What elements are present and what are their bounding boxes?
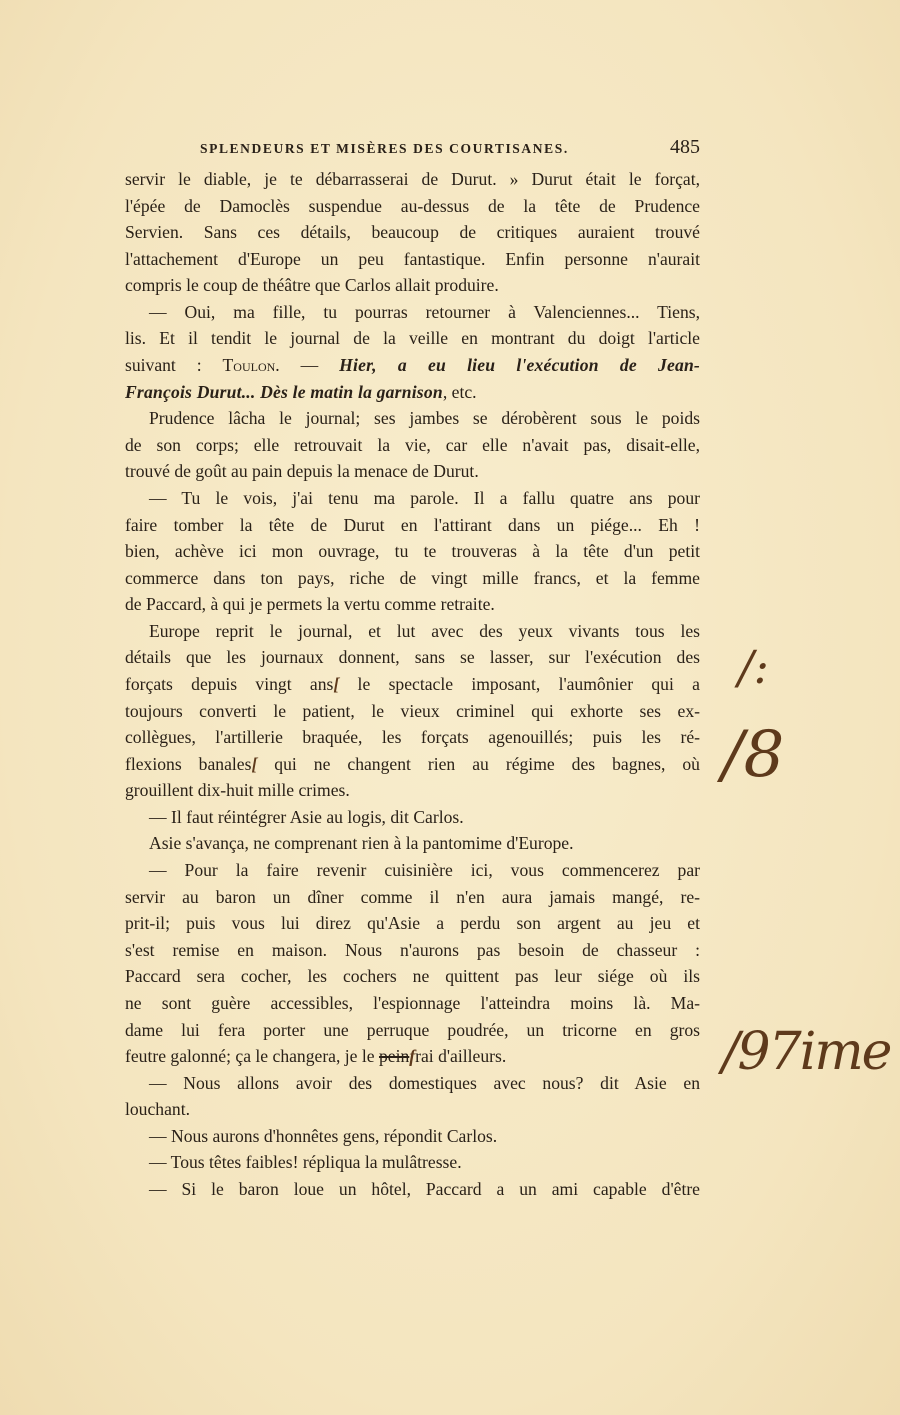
text-line — [125, 884, 700, 911]
text-run: Asie s'avança, ne comprenant rien à la pantomime d'Europe. — [149, 833, 574, 854]
text-run: trouvé de goût au pain depuis la menace de Durut. — [125, 461, 479, 482]
text-run: faire tomber la tête de Durut en l'attirant dans un piége... Eh ! — [125, 514, 700, 535]
text-line — [125, 1123, 700, 1150]
text-line — [125, 219, 700, 246]
text-run: Prudence lâcha le journal; ses jambes se dérobèrent sous le poids — [149, 408, 700, 429]
text-line — [125, 644, 700, 671]
text-run: le spectacle imposant, l'aumônier qui a — [339, 673, 700, 694]
text-run: — Nous aurons d'honnêtes gens, répondit Carlos. — [149, 1125, 498, 1146]
text-line — [125, 671, 700, 698]
text-run: — Tous têtes faibles! répliqua la mulâtresse. — [149, 1152, 462, 1173]
text-run: louchant. — [125, 1099, 190, 1120]
text-run: Europe reprit le journal, et lut avec des yeux vivants tous les — [149, 620, 700, 641]
text-line — [125, 485, 700, 512]
text-run: , etc. — [442, 381, 477, 402]
handwritten-mark: [ — [333, 673, 340, 694]
text-run: Servien. Sans ces détails, beaucoup de critiques auraient trouvé — [125, 222, 700, 243]
page-number: 485 — [670, 136, 700, 158]
text-run: Paccard sera cocher, les cochers ne quittent pas leur siége où ils — [125, 966, 700, 987]
text-line — [125, 512, 700, 539]
text-run: — Il faut réintégrer Asie au logis, dit Carlos. — [149, 806, 464, 827]
text-line — [125, 804, 700, 831]
text-line — [125, 751, 700, 778]
text-run: de Paccard, à qui je permets la vertu comme retraite. — [125, 594, 495, 615]
text-run: bien, achève ici mon ouvrage, tu te trouveras à la tête d'un petit — [125, 541, 700, 562]
text-line — [125, 405, 700, 432]
text-line — [125, 458, 700, 485]
text-run: forçats depuis vingt ans — [125, 673, 334, 694]
margin-note-handwritten: /8 — [722, 718, 785, 792]
text-line — [125, 1149, 700, 1176]
text-line — [125, 830, 700, 857]
text-line — [125, 990, 700, 1017]
text-run: — Pour la faire revenir cuisinière ici, vous commencerez par — [149, 860, 700, 881]
italic-run: Hier, a eu lieu l'exécution de Jean- — [339, 355, 700, 376]
text-line — [125, 1176, 700, 1203]
handwritten-mark: [ — [251, 753, 258, 774]
text-line — [125, 618, 700, 645]
text-run: de son corps; elle retrouvait la vie, car elle n'avait pas, disait-elle, — [125, 434, 700, 455]
handwritten-mark: f — [409, 1046, 416, 1067]
text-line — [125, 166, 700, 193]
text-line — [125, 963, 700, 990]
text-run: — Tu le vois, j'ai tenu ma parole. Il a fallu quatre ans pour — [149, 487, 700, 508]
text-line — [125, 325, 700, 352]
text-run: suivant : — [125, 355, 223, 376]
text-line — [125, 352, 700, 379]
text-line — [125, 857, 700, 884]
italic-run: François Durut... Dès le matin la garnison — [125, 381, 443, 402]
text-run: lis. Et il tendit le journal de la veille en montrant du doigt l'article — [125, 328, 700, 349]
text-run: toujours converti le patient, le vieux criminel qui exhorte ses ex- — [125, 700, 700, 721]
text-run: ne sont guère accessibles, l'espionnage l'atteindra moins là. Ma- — [125, 992, 700, 1013]
text-line — [125, 299, 700, 326]
text-run: l'attachement d'Europe un peu fantastique. Enfin personne n'aurait — [125, 248, 700, 269]
text-line — [125, 1070, 700, 1097]
text-run: feutre galonné; ça le changera, je le — [125, 1046, 379, 1067]
text-line — [125, 1043, 700, 1070]
text-run: l'épée de Damoclès suspendue au-dessus de la tête de Prudence — [125, 195, 700, 216]
text-run: servir le diable, je te débarrasserai de Durut. » Durut était le forçat, — [125, 169, 700, 189]
text-run: prit-il; puis vous lui direz qu'Asie a perdu son argent au jeu et — [125, 913, 700, 934]
struck-text: pein — [378, 1046, 410, 1067]
body-text — [125, 166, 700, 1203]
text-line — [125, 937, 700, 964]
text-line — [125, 379, 700, 406]
text-run: servir au baron un dîner comme il n'en aura jamais mangé, re- — [125, 886, 700, 907]
text-run: collègues, l'artillerie braquée, les forçats agenouillés; puis les ré- — [125, 727, 700, 748]
text-run: — Si le baron loue un hôtel, Paccard a un ami capable d'être — [149, 1178, 700, 1199]
text-line — [125, 724, 700, 751]
text-run: grouillent dix-huit mille crimes. — [125, 780, 350, 801]
small-caps-run: Toulon. — [222, 355, 280, 376]
text-line — [125, 1017, 700, 1044]
text-line — [125, 565, 700, 592]
text-line — [125, 698, 700, 725]
text-run: qui ne changent rien au régime des bagnes, où — [257, 753, 700, 774]
text-run: flexions banales — [125, 753, 252, 774]
text-run: détails que les journaux donnent, sans se lasser, sur l'exécution des — [125, 647, 700, 668]
text-run: — Nous allons avoir des domestiques avec nous? dit Asie en — [149, 1072, 700, 1093]
text-run: compris le coup de théâtre que Carlos allait produire. — [125, 275, 499, 296]
text-line — [125, 432, 700, 459]
text-line — [125, 1096, 700, 1123]
text-line — [125, 193, 700, 220]
text-line — [125, 591, 700, 618]
text-run: commerce dans ton pays, riche de vingt mille francs, et la femme — [125, 567, 700, 588]
text-run: — Oui, ma fille, tu pourras retourner à Valenciennes... Tiens, — [149, 301, 700, 322]
text-line — [125, 272, 700, 299]
running-title: SPLENDEURS ET MISÈRES DES COURTISANES. — [200, 141, 569, 156]
text-run: — — [279, 355, 340, 376]
text-line — [125, 246, 700, 273]
text-run: s'est remise en maison. Nous n'aurons pas besoin de chasseur : — [125, 939, 700, 960]
margin-note-handwritten: /97ime — [722, 1022, 891, 1082]
page-header — [200, 136, 700, 160]
margin-note-handwritten: /: — [738, 640, 769, 694]
text-line — [125, 777, 700, 804]
text-run: dame lui fera porter une perruque poudrée, un tricorne en gros — [125, 1019, 700, 1040]
text-line — [125, 910, 700, 937]
text-line — [125, 538, 700, 565]
text-run: rai d'ailleurs. — [415, 1046, 507, 1067]
